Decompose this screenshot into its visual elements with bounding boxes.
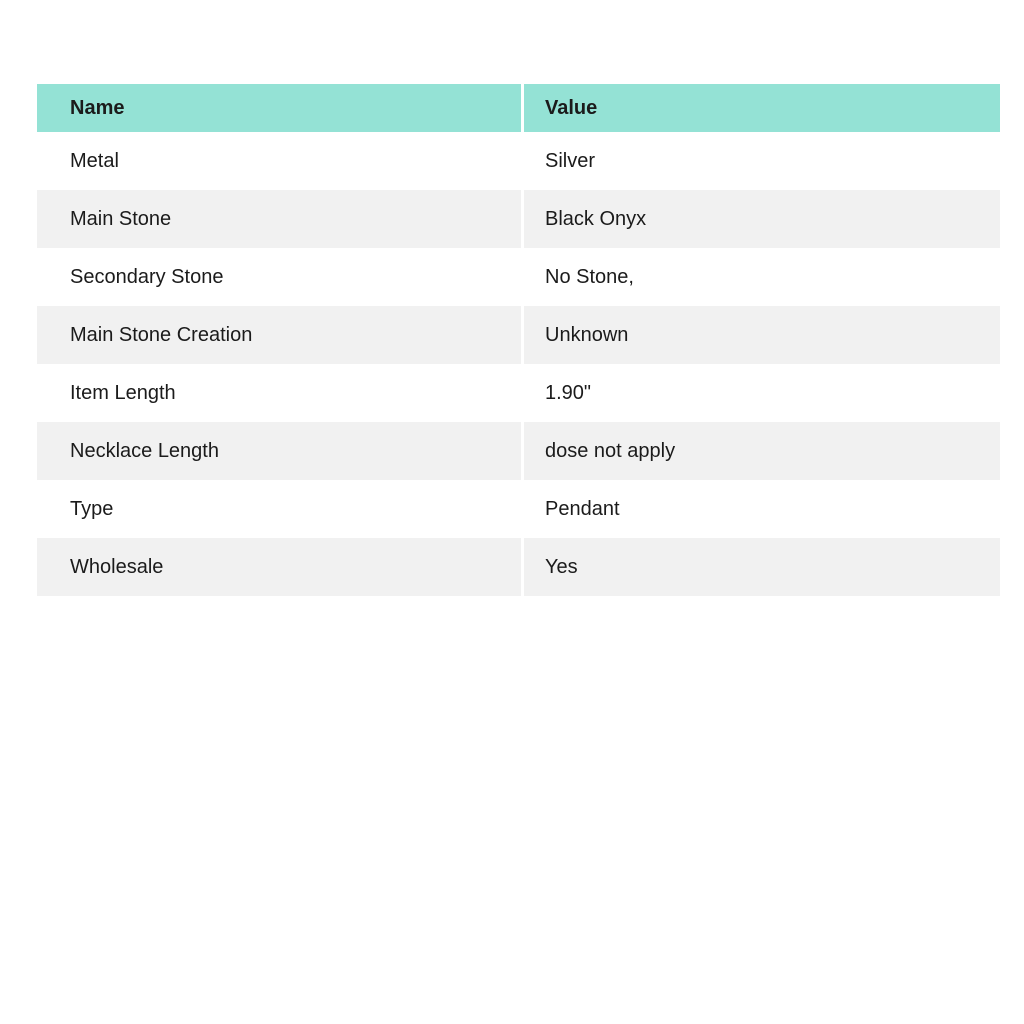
table-row	[37, 190, 1000, 248]
attribute-value-label: Yes	[545, 556, 578, 578]
attribute-name-label: Main Stone Creation	[70, 324, 253, 346]
attribute-value-cell	[524, 422, 1000, 480]
attribute-name-label: Item Length	[70, 382, 176, 404]
table-body	[37, 132, 1000, 596]
table-row	[37, 422, 1000, 480]
attribute-value-cell	[524, 364, 1000, 422]
attribute-name-cell	[37, 190, 524, 248]
attribute-value-label: dose not apply	[545, 440, 676, 462]
attribute-value-cell	[524, 248, 1000, 306]
attribute-name-cell	[37, 132, 524, 190]
attribute-name-cell	[37, 248, 524, 306]
attribute-value-cell	[524, 538, 1000, 596]
table-row	[37, 306, 1000, 364]
attribute-value-cell	[524, 306, 1000, 364]
attribute-name-cell	[37, 306, 524, 364]
item-specifics-table	[37, 84, 1000, 596]
attribute-name-label: Secondary Stone	[70, 266, 224, 288]
table-row	[37, 480, 1000, 538]
header-value-label: Value	[545, 97, 598, 119]
header-cell-value	[524, 84, 1000, 132]
attribute-value-cell	[524, 480, 1000, 538]
attribute-value-label: Silver	[545, 150, 596, 172]
attribute-value-label: Unknown	[545, 324, 629, 346]
table-row	[37, 132, 1000, 190]
attribute-value-label: Pendant	[545, 498, 620, 520]
attribute-name-cell	[37, 422, 524, 480]
attribute-name-cell	[37, 538, 524, 596]
attribute-name-label: Type	[70, 498, 114, 520]
header-name-label: Name	[70, 97, 125, 119]
attribute-value-label: Black Onyx	[545, 208, 647, 230]
attribute-value-cell	[524, 190, 1000, 248]
table-header-row	[37, 84, 1000, 132]
table-row	[37, 248, 1000, 306]
attribute-value-label: No Stone,	[545, 266, 634, 288]
table-row	[37, 364, 1000, 422]
attribute-name-cell	[37, 480, 524, 538]
table-row	[37, 538, 1000, 596]
header-cell-name	[37, 84, 524, 132]
attribute-name-cell	[37, 364, 524, 422]
attribute-name-label: Metal	[70, 150, 119, 172]
attribute-value-cell	[524, 132, 1000, 190]
attribute-name-label: Necklace Length	[70, 440, 219, 462]
attribute-name-label: Wholesale	[70, 556, 164, 578]
attribute-name-label: Main Stone	[70, 208, 172, 230]
attribute-value-label: 1.90"	[545, 382, 592, 404]
